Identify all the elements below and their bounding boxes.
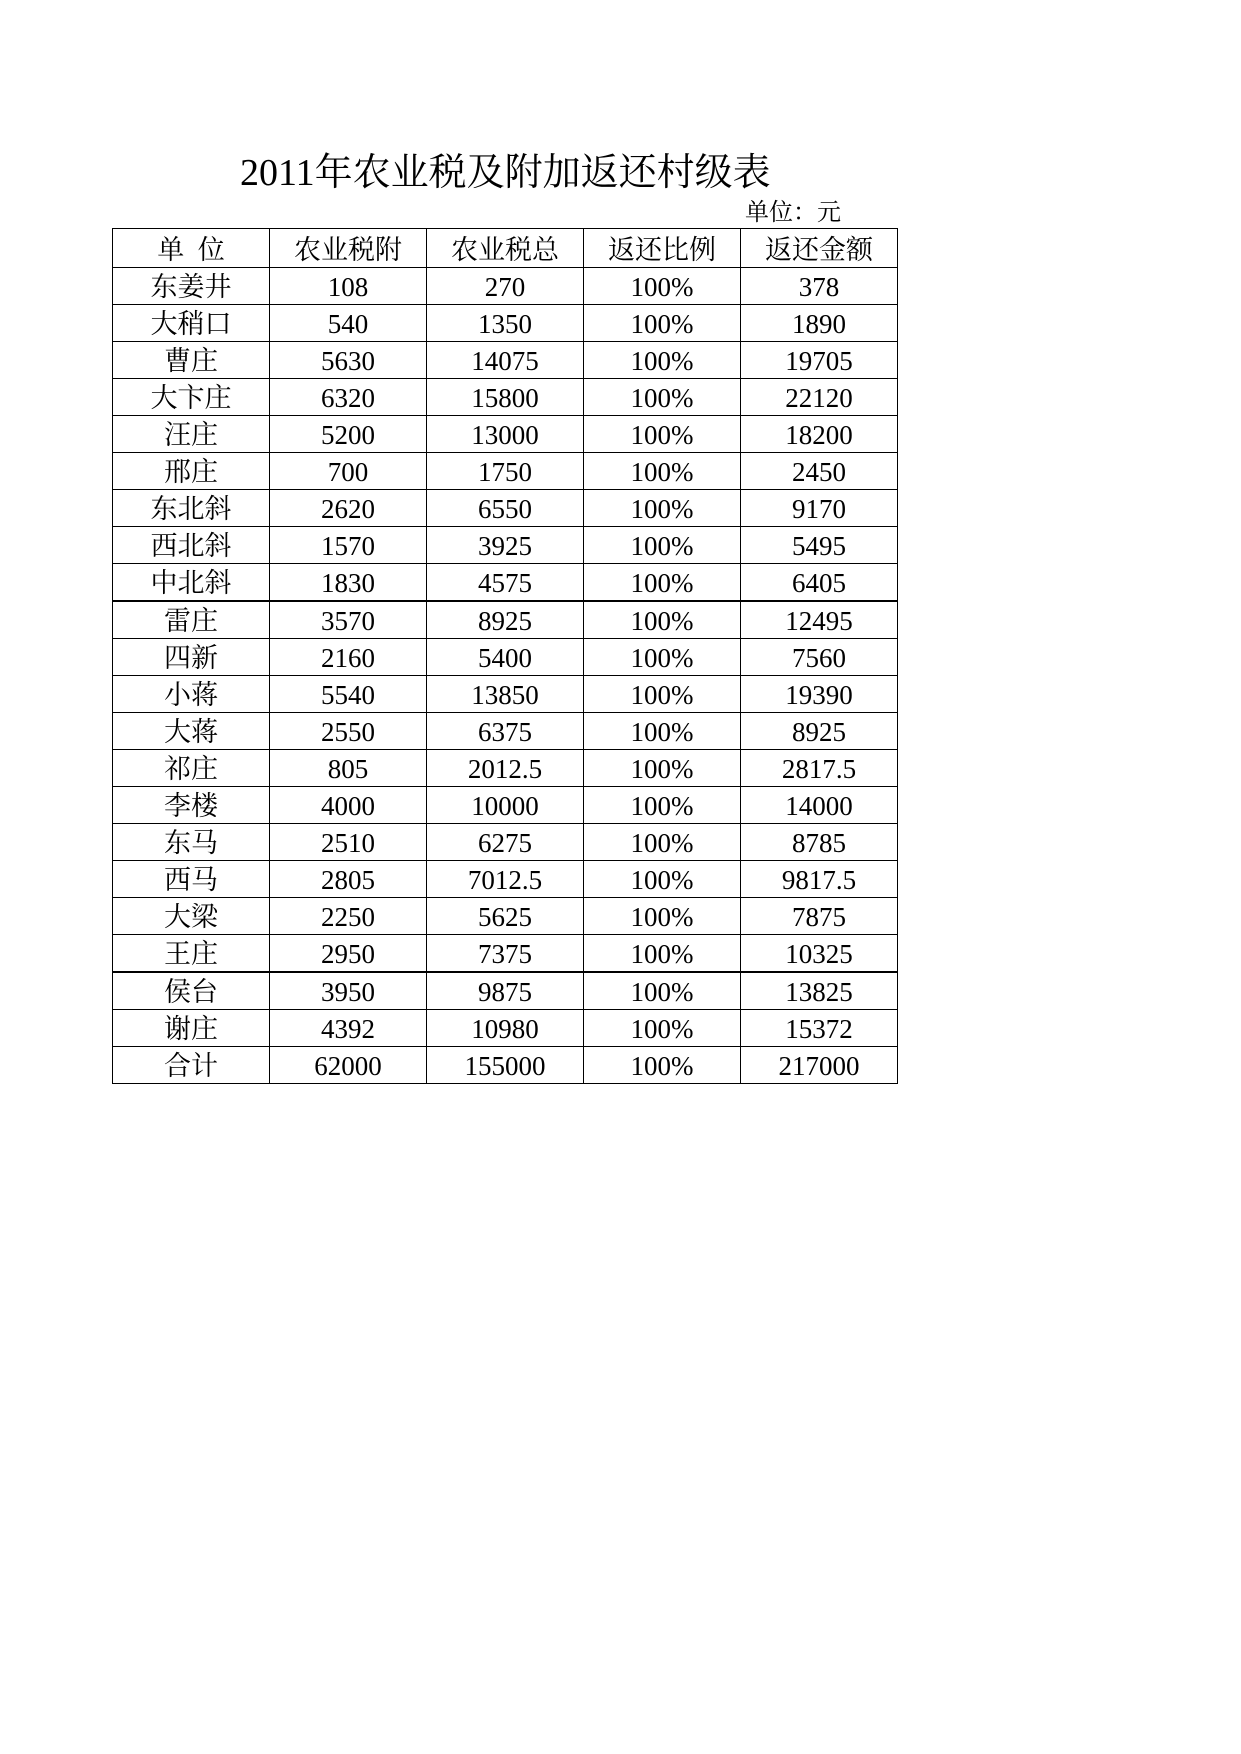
cell-village: 雷庄 — [113, 601, 270, 639]
cell-village: 大梁 — [113, 898, 270, 935]
table-header-row — [113, 229, 898, 268]
cell-tax-surcharge: 5540 — [270, 676, 427, 713]
cell-refund-amount: 6405 — [741, 564, 898, 602]
cell-refund-ratio: 100% — [584, 453, 741, 490]
cell-tax-total: 270 — [427, 268, 584, 305]
cell-refund-amount: 8925 — [741, 713, 898, 750]
table-row — [113, 1010, 898, 1047]
cell-tax-total: 2012.5 — [427, 750, 584, 787]
cell-tax-total: 14075 — [427, 342, 584, 379]
cell-tax-surcharge: 4000 — [270, 787, 427, 824]
table-row — [113, 750, 898, 787]
cell-refund-amount: 22120 — [741, 379, 898, 416]
cell-tax-surcharge: 5630 — [270, 342, 427, 379]
cell-village: 四新 — [113, 639, 270, 676]
cell-refund-ratio: 100% — [584, 342, 741, 379]
cell-refund-amount: 19705 — [741, 342, 898, 379]
cell-refund-ratio: 100% — [584, 676, 741, 713]
cell-village: 大卞庄 — [113, 379, 270, 416]
cell-tax-total: 5625 — [427, 898, 584, 935]
cell-village: 大蒋 — [113, 713, 270, 750]
cell-tax-total: 10000 — [427, 787, 584, 824]
cell-tax-total: 8925 — [427, 601, 584, 639]
header-tax-surcharge: 农业税附 — [270, 229, 427, 268]
cell-tax-total: 13850 — [427, 676, 584, 713]
cell-tax-total: 155000 — [427, 1047, 584, 1084]
cell-refund-ratio: 100% — [584, 713, 741, 750]
cell-refund-ratio: 100% — [584, 379, 741, 416]
cell-tax-total: 6550 — [427, 490, 584, 527]
cell-refund-ratio: 100% — [584, 305, 741, 342]
cell-tax-total: 3925 — [427, 527, 584, 564]
cell-village: 侯台 — [113, 972, 270, 1010]
cell-tax-surcharge: 108 — [270, 268, 427, 305]
cell-refund-amount: 5495 — [741, 527, 898, 564]
header-refund-ratio: 返还比例 — [584, 229, 741, 268]
cell-tax-surcharge: 3570 — [270, 601, 427, 639]
table-row — [113, 379, 898, 416]
table-row — [113, 935, 898, 973]
cell-refund-ratio: 100% — [584, 268, 741, 305]
cell-tax-surcharge: 805 — [270, 750, 427, 787]
cell-village: 中北斜 — [113, 564, 270, 602]
table-row — [113, 639, 898, 676]
cell-refund-amount: 10325 — [741, 935, 898, 973]
cell-village: 西北斜 — [113, 527, 270, 564]
cell-refund-amount: 7875 — [741, 898, 898, 935]
cell-refund-amount: 18200 — [741, 416, 898, 453]
tax-refund-table — [112, 228, 898, 1084]
table-total-row — [113, 1047, 898, 1084]
cell-refund-amount: 1890 — [741, 305, 898, 342]
cell-village: 小蒋 — [113, 676, 270, 713]
cell-tax-total: 4575 — [427, 564, 584, 602]
cell-tax-surcharge: 2620 — [270, 490, 427, 527]
cell-tax-surcharge: 5200 — [270, 416, 427, 453]
table-row — [113, 861, 898, 898]
table-row — [113, 268, 898, 305]
cell-refund-amount: 9817.5 — [741, 861, 898, 898]
header-unit: 单 位 — [113, 229, 270, 268]
cell-village: 汪庄 — [113, 416, 270, 453]
cell-village: 东姜井 — [113, 268, 270, 305]
cell-refund-ratio: 100% — [584, 416, 741, 453]
cell-refund-ratio: 100% — [584, 1047, 741, 1084]
cell-refund-amount: 378 — [741, 268, 898, 305]
cell-refund-amount: 12495 — [741, 601, 898, 639]
cell-tax-total: 7012.5 — [427, 861, 584, 898]
cell-village: 大稍口 — [113, 305, 270, 342]
cell-refund-ratio: 100% — [584, 564, 741, 602]
table-body — [113, 268, 898, 1084]
cell-tax-surcharge: 2160 — [270, 639, 427, 676]
cell-refund-ratio: 100% — [584, 750, 741, 787]
table-row — [113, 527, 898, 564]
cell-refund-amount: 2817.5 — [741, 750, 898, 787]
document-title: 2011年农业税及附加返还村级表 — [240, 152, 771, 194]
table-row — [113, 490, 898, 527]
cell-refund-ratio: 100% — [584, 898, 741, 935]
table-row — [113, 787, 898, 824]
table-row — [113, 416, 898, 453]
cell-tax-surcharge: 4392 — [270, 1010, 427, 1047]
table-row — [113, 972, 898, 1010]
cell-refund-ratio: 100% — [584, 824, 741, 861]
cell-refund-ratio: 100% — [584, 787, 741, 824]
cell-refund-amount: 217000 — [741, 1047, 898, 1084]
cell-refund-ratio: 100% — [584, 935, 741, 973]
cell-tax-total: 5400 — [427, 639, 584, 676]
table-row — [113, 453, 898, 490]
cell-village: 祁庄 — [113, 750, 270, 787]
cell-tax-total: 7375 — [427, 935, 584, 973]
cell-village: 东马 — [113, 824, 270, 861]
cell-village: 东北斜 — [113, 490, 270, 527]
cell-village: 西马 — [113, 861, 270, 898]
cell-refund-amount: 14000 — [741, 787, 898, 824]
cell-village: 邢庄 — [113, 453, 270, 490]
cell-tax-surcharge: 700 — [270, 453, 427, 490]
cell-tax-total: 13000 — [427, 416, 584, 453]
cell-refund-amount: 2450 — [741, 453, 898, 490]
cell-refund-ratio: 100% — [584, 972, 741, 1010]
cell-tax-total: 10980 — [427, 1010, 584, 1047]
cell-tax-surcharge: 2250 — [270, 898, 427, 935]
table-row — [113, 824, 898, 861]
cell-refund-amount: 15372 — [741, 1010, 898, 1047]
cell-refund-ratio: 100% — [584, 527, 741, 564]
cell-village: 曹庄 — [113, 342, 270, 379]
cell-tax-total: 6275 — [427, 824, 584, 861]
cell-refund-amount: 7560 — [741, 639, 898, 676]
header-tax-total: 农业税总 — [427, 229, 584, 268]
cell-village: 李楼 — [113, 787, 270, 824]
cell-refund-amount: 19390 — [741, 676, 898, 713]
cell-tax-surcharge: 3950 — [270, 972, 427, 1010]
cell-tax-surcharge: 540 — [270, 305, 427, 342]
cell-tax-surcharge: 1570 — [270, 527, 427, 564]
table-row — [113, 305, 898, 342]
cell-refund-ratio: 100% — [584, 601, 741, 639]
cell-tax-surcharge: 2950 — [270, 935, 427, 973]
table-row — [113, 601, 898, 639]
cell-village: 王庄 — [113, 935, 270, 973]
cell-tax-total: 6375 — [427, 713, 584, 750]
table-row — [113, 564, 898, 602]
cell-tax-surcharge: 2805 — [270, 861, 427, 898]
cell-tax-surcharge: 6320 — [270, 379, 427, 416]
cell-refund-ratio: 100% — [584, 639, 741, 676]
cell-tax-total: 1750 — [427, 453, 584, 490]
cell-village: 合计 — [113, 1047, 270, 1084]
cell-refund-ratio: 100% — [584, 1010, 741, 1047]
table-row — [113, 898, 898, 935]
unit-note: 单位：元 — [745, 200, 841, 226]
cell-village: 谢庄 — [113, 1010, 270, 1047]
table-row — [113, 713, 898, 750]
cell-tax-surcharge: 62000 — [270, 1047, 427, 1084]
cell-refund-ratio: 100% — [584, 861, 741, 898]
cell-tax-surcharge: 2550 — [270, 713, 427, 750]
header-refund-amount: 返还金额 — [741, 229, 898, 268]
cell-refund-amount: 9170 — [741, 490, 898, 527]
cell-refund-ratio: 100% — [584, 490, 741, 527]
cell-tax-surcharge: 2510 — [270, 824, 427, 861]
table-row — [113, 676, 898, 713]
cell-tax-surcharge: 1830 — [270, 564, 427, 602]
table-row — [113, 342, 898, 379]
cell-tax-total: 9875 — [427, 972, 584, 1010]
cell-tax-total: 1350 — [427, 305, 584, 342]
cell-tax-total: 15800 — [427, 379, 584, 416]
cell-refund-amount: 13825 — [741, 972, 898, 1010]
cell-refund-amount: 8785 — [741, 824, 898, 861]
